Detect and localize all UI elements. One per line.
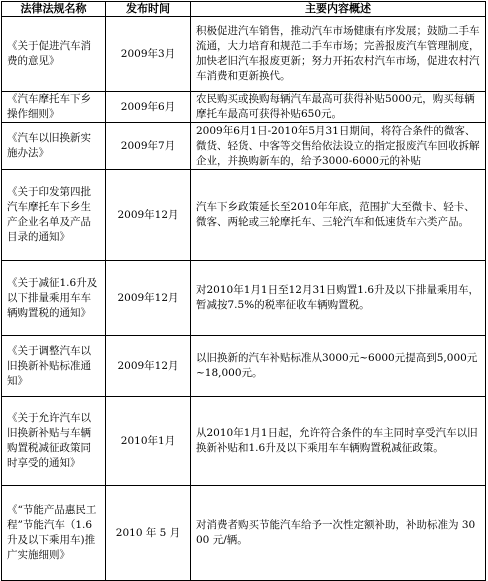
publish-date-cell: 2009年12月	[106, 170, 191, 261]
header-summary: 主要内容概述	[191, 2, 486, 17]
law-name-cell: 《关于印发第四批汽车摩托车下乡生产企业名单及产品目录的通知》	[2, 170, 106, 261]
table-row	[2, 170, 486, 261]
table-row	[2, 486, 486, 581]
summary-cell: 对2010年1月1日至12月31日购置1.6升及以下排量乘用车，暂减按7.5%的税率征收车辆购置税。	[191, 261, 486, 336]
header-row	[2, 2, 486, 17]
summary-cell: 农民购买或换购每辆汽车最高可获得补贴5000元，购买每辆摩托车最高可获得补贴650元。	[191, 92, 486, 123]
table-row	[2, 397, 486, 486]
regulations-table	[1, 1, 486, 581]
table-row	[2, 17, 486, 92]
law-name-cell: 《关于减征1.6升及以下排量乘用车车辆购置税的通知》	[2, 261, 106, 336]
law-name-cell: 《汽车以旧换新实施办法》	[2, 123, 106, 170]
publish-date-cell: 2010年1月	[106, 397, 191, 486]
summary-cell: 从2010年1月1日起，允许符合条件的车主同时享受汽车以旧换新补贴和1.6升及以下乘用车车辆购置税减征政策。	[191, 397, 486, 486]
summary-cell: 2009年6月1日-2010年5月31日期间，将符合条件的微客、微货、轻货、中客等交售给依法设立的指定报废汽车回收拆解企业，并换购新车的，给予3000-6000元的补贴	[191, 123, 486, 170]
law-name-cell: 《汽车摩托车下乡操作细则》	[2, 92, 106, 123]
law-name-cell: 《关于调整汽车以旧换新补贴标准通知》	[2, 336, 106, 397]
summary-cell: 积极促进汽车销售，推动汽车市场健康有序发展；鼓励二手车流通，大力培育和规范二手车市场；完善报废汽车管理制度，加快老旧汽车报废更新；努力开拓农村汽车市场，促进农村汽车消费和更新换代。	[191, 17, 486, 92]
table-row	[2, 261, 486, 336]
publish-date-cell: 2009年6月	[106, 92, 191, 123]
table-row	[2, 336, 486, 397]
summary-cell: 汽车下乡政策延长至2010年年底，范围扩大至微卡、轻卡、微客、两轮或三轮摩托车、三轮汽车和低速货车六类产品。	[191, 170, 486, 261]
publish-date-cell: 2009年12月	[106, 261, 191, 336]
publish-date-cell: 2009年7月	[106, 123, 191, 170]
publish-date-cell: 2009年3月	[106, 17, 191, 92]
summary-cell: 以旧换新的汽车补贴标准从3000元~6000元提高到5,000元~18,000元。	[191, 336, 486, 397]
law-name-cell: 《关于促进汽车消费的意见》	[2, 17, 106, 92]
table-row	[2, 123, 486, 170]
table-row	[2, 92, 486, 123]
header-publish-date: 发布时间	[106, 2, 191, 17]
law-name-cell: 《关于允许汽车以旧换新补贴与车辆购置税减征政策同时享受的通知》	[2, 397, 106, 486]
law-name-cell: 《“节能产品惠民工程”节能汽车（1.6升及以下乘用车)推广实施细则》	[2, 486, 106, 581]
header-law-name: 法律法规名称	[2, 2, 106, 17]
publish-date-cell: 2010 年 5 月	[106, 486, 191, 581]
summary-cell: 对消费者购买节能汽车给予一次性定额补助，补助标准为 3000 元/辆。	[191, 486, 486, 581]
publish-date-cell: 2009年12月	[106, 336, 191, 397]
